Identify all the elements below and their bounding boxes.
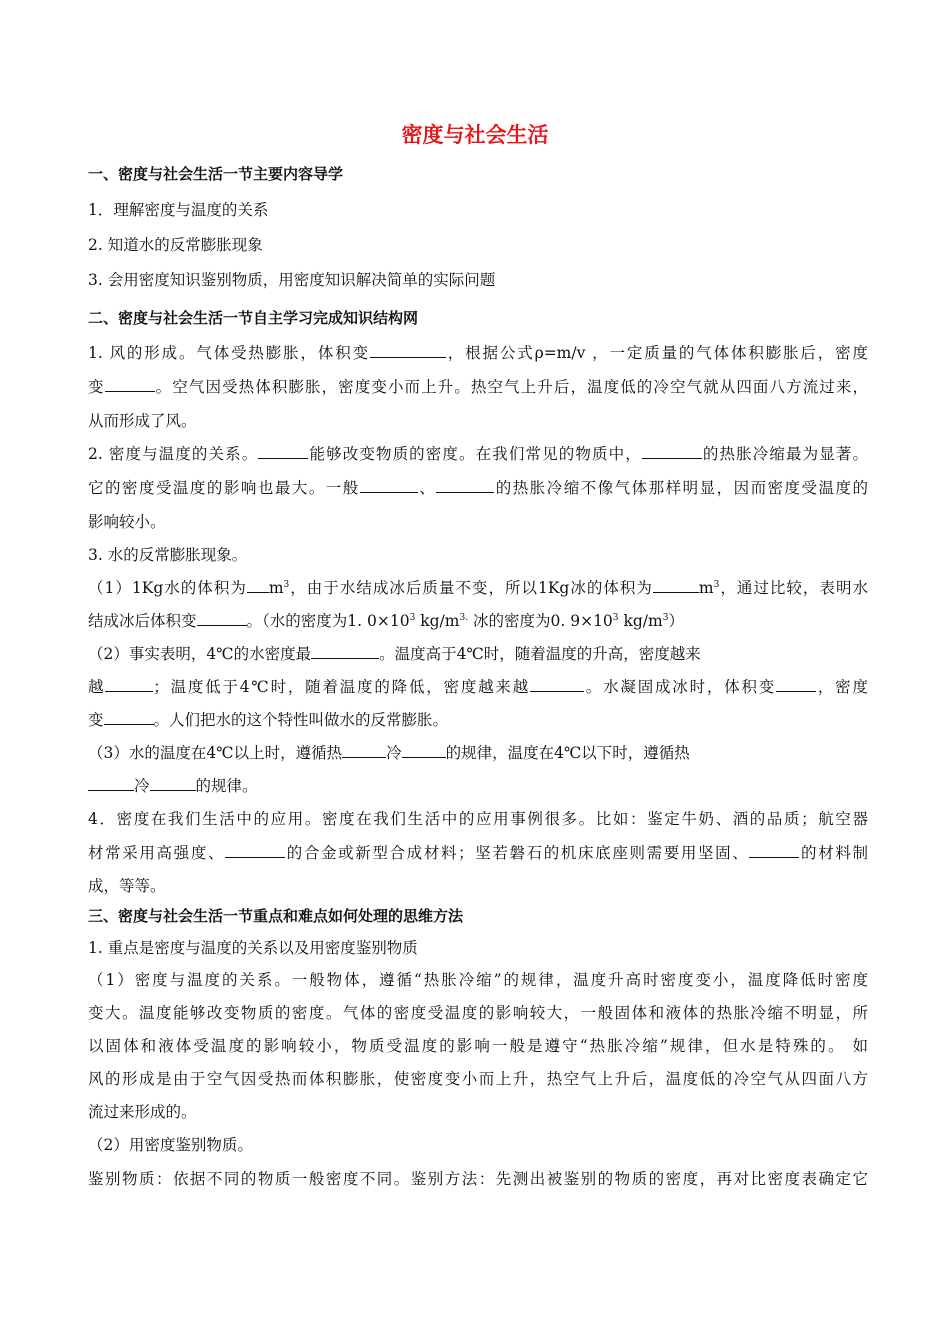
text: 它的密度受温度的影响也最大。一般 <box>88 479 360 497</box>
text: 的规律。 <box>195 777 258 795</box>
text: 冷 <box>134 777 150 795</box>
density-temp-line-2 <box>88 472 868 504</box>
water-q2-line-3 <box>88 704 868 736</box>
density-temp-line-3: 影响较小。 <box>88 513 166 531</box>
text: 。温度高于4℃时，随着温度的升高，密度越来 <box>379 645 701 663</box>
answer-blank[interactable] <box>530 674 584 692</box>
section-3-heading: 三、密度与社会生活一节重点和难点如何处理的思维方法 <box>88 907 464 925</box>
water-q2-line-2 <box>88 671 868 703</box>
s3-para-line-2: 变大。温度能够改变物质的密度。气体的密度受温度的影响较大，一般固体和液体的热胀冷缩不明显，所 <box>88 1004 868 1022</box>
text: （2）事实表明，4℃的水密度最 <box>88 645 312 663</box>
water-q3-line-1 <box>88 737 868 769</box>
s3-para-line-5: 流过来形成的。 <box>88 1103 197 1121</box>
answer-blank[interactable] <box>104 707 154 725</box>
applications-line-2 <box>88 837 868 869</box>
text: （1）1Kg水的体积为 <box>88 579 247 597</box>
text: 的规律，温度在4℃以下时，遵循热 <box>445 744 690 762</box>
water-anomaly-heading: 3. 水的反常膨胀现象。 <box>88 546 248 564</box>
answer-blank[interactable] <box>311 641 379 659</box>
text: ，由于水结成冰后质量不变，所以1Kg冰的体积为 <box>289 579 653 597</box>
answer-blank[interactable] <box>225 840 285 858</box>
page-title: 密度与社会生活 <box>401 122 549 147</box>
density-temp-line-1 <box>88 438 868 470</box>
text: （3）水的温度在4℃以上时，遵循热 <box>88 744 343 762</box>
wind-line-2 <box>88 371 868 403</box>
s1-item-3: 3. 会用密度知识鉴别物质，用密度知识解决简单的实际问题 <box>88 271 496 289</box>
text: ） <box>668 612 684 630</box>
water-q1-line-2 <box>88 605 868 637</box>
text: 。（水的密度为1. 0×10 <box>246 612 410 630</box>
text: 的热胀冷缩最为显著。 <box>701 445 868 463</box>
answer-blank[interactable] <box>88 773 134 791</box>
answer-blank[interactable] <box>436 475 494 493</box>
wind-line-1 <box>88 337 868 369</box>
text: 。空气因受热体积膨胀，密度变小而上升。热空气上升后，温度低的冷空气就从四面八方流过来， <box>154 378 868 396</box>
answer-blank[interactable] <box>105 374 155 392</box>
text: ，通过比较，表明水 <box>719 579 868 597</box>
s3-point-2: （2）用密度鉴别物质。 <box>88 1136 253 1154</box>
superscript: 3 <box>662 612 669 623</box>
text: 变 <box>88 711 104 729</box>
text: 材常采用高强度、 <box>88 844 226 862</box>
superscript: 3. <box>459 612 469 623</box>
s3-para-line-3: 以固体和液体受温度的影响较小，物质受温度的影响一般是遵守“热胀冷缩”规律，但水是特殊的。 如 <box>88 1037 868 1055</box>
answer-blank[interactable] <box>105 674 153 692</box>
s3-identify-line: 鉴别物质：依据不同的物质一般密度不同。鉴别方法：先测出被鉴别的物质的密度，再对比密度表确定它 <box>88 1170 868 1188</box>
text: 越 <box>88 678 106 696</box>
text: 1. 风的形成。气体受热膨胀，体积变 <box>88 344 370 362</box>
answer-blank[interactable] <box>258 441 308 459</box>
applications-line-3: 成，等等。 <box>88 877 166 895</box>
s3-point-1: 1. 重点是密度与温度的关系以及用密度鉴别物质 <box>88 939 418 957</box>
text: 变 <box>88 378 105 396</box>
text: 2. 密度与温度的关系。 <box>88 445 259 463</box>
text: m <box>268 579 284 597</box>
text: ，根据公式ρ=m/v ，一定质量的气体体积膨胀后，密度 <box>445 344 868 362</box>
text: 冷 <box>386 744 402 762</box>
text: kg/m <box>415 612 460 630</box>
text: 能够改变物质的密度。在我们常见的物质中， <box>308 445 642 463</box>
answer-blank[interactable] <box>653 575 699 593</box>
text: ，密度 <box>816 678 868 696</box>
text: 。人们把水的这个特性叫做水的反常膨胀。 <box>153 711 449 729</box>
answer-blank[interactable] <box>342 740 386 758</box>
answer-blank[interactable] <box>402 740 446 758</box>
text: ；温度低于4℃时，随着温度的降低，密度越来越 <box>153 678 531 696</box>
superscript: 3 <box>713 579 720 590</box>
answer-blank[interactable] <box>370 340 446 358</box>
wind-line-3: 从而形成了风。 <box>88 412 197 430</box>
applications-line-1: 4．密度在我们生活中的应用。密度在我们生活中的应用事例很多。比如：鉴定牛奶、酒的品质；航空器 <box>88 810 868 828</box>
answer-blank[interactable] <box>247 575 269 593</box>
s3-para-line-1: （1）密度与温度的关系。一般物体，遵循“热胀冷缩”的规律，温度升高时密度变小，温度降低时密度 <box>88 971 868 989</box>
superscript: 3 <box>612 612 619 623</box>
s3-para-line-4: 风的形成是由于空气因受热而体积膨胀，使密度变小而上升，热空气上升后，温度低的冷空气从四面八方 <box>88 1070 868 1088</box>
text: 冰的密度为0. 9×10 <box>473 612 613 630</box>
text: 的热胀冷缩不像气体那样明显，因而密度受温度的 <box>494 479 868 497</box>
section-1-heading: 一、密度与社会生活一节主要内容导学 <box>88 165 344 183</box>
text: 、 <box>417 479 437 497</box>
water-q3-line-2 <box>88 770 868 802</box>
superscript: 3 <box>283 579 290 590</box>
water-q2-line-1 <box>88 638 868 670</box>
answer-blank[interactable] <box>197 608 247 626</box>
water-q1-line-1 <box>88 572 868 604</box>
section-2-heading: 二、密度与社会生活一节自主学习完成知识结构网 <box>88 309 419 327</box>
text: 。水凝固成冰时，体积变 <box>584 678 777 696</box>
text: kg/m <box>618 612 663 630</box>
answer-blank[interactable] <box>150 773 196 791</box>
s1-item-2: 2. 知道水的反常膨胀现象 <box>88 236 263 254</box>
text: m <box>698 579 714 597</box>
superscript: 3 <box>409 612 416 623</box>
answer-blank[interactable] <box>749 840 799 858</box>
answer-blank[interactable] <box>642 441 702 459</box>
answer-blank[interactable] <box>360 475 418 493</box>
text: 的材料制 <box>799 844 868 862</box>
text: 结成冰后体积变 <box>88 612 197 630</box>
answer-blank[interactable] <box>776 674 816 692</box>
text: 的合金或新型合成材料；坚若磐石的机床底座则需要用坚固、 <box>285 844 750 862</box>
s1-item-1: 1．理解密度与温度的关系 <box>88 201 269 219</box>
